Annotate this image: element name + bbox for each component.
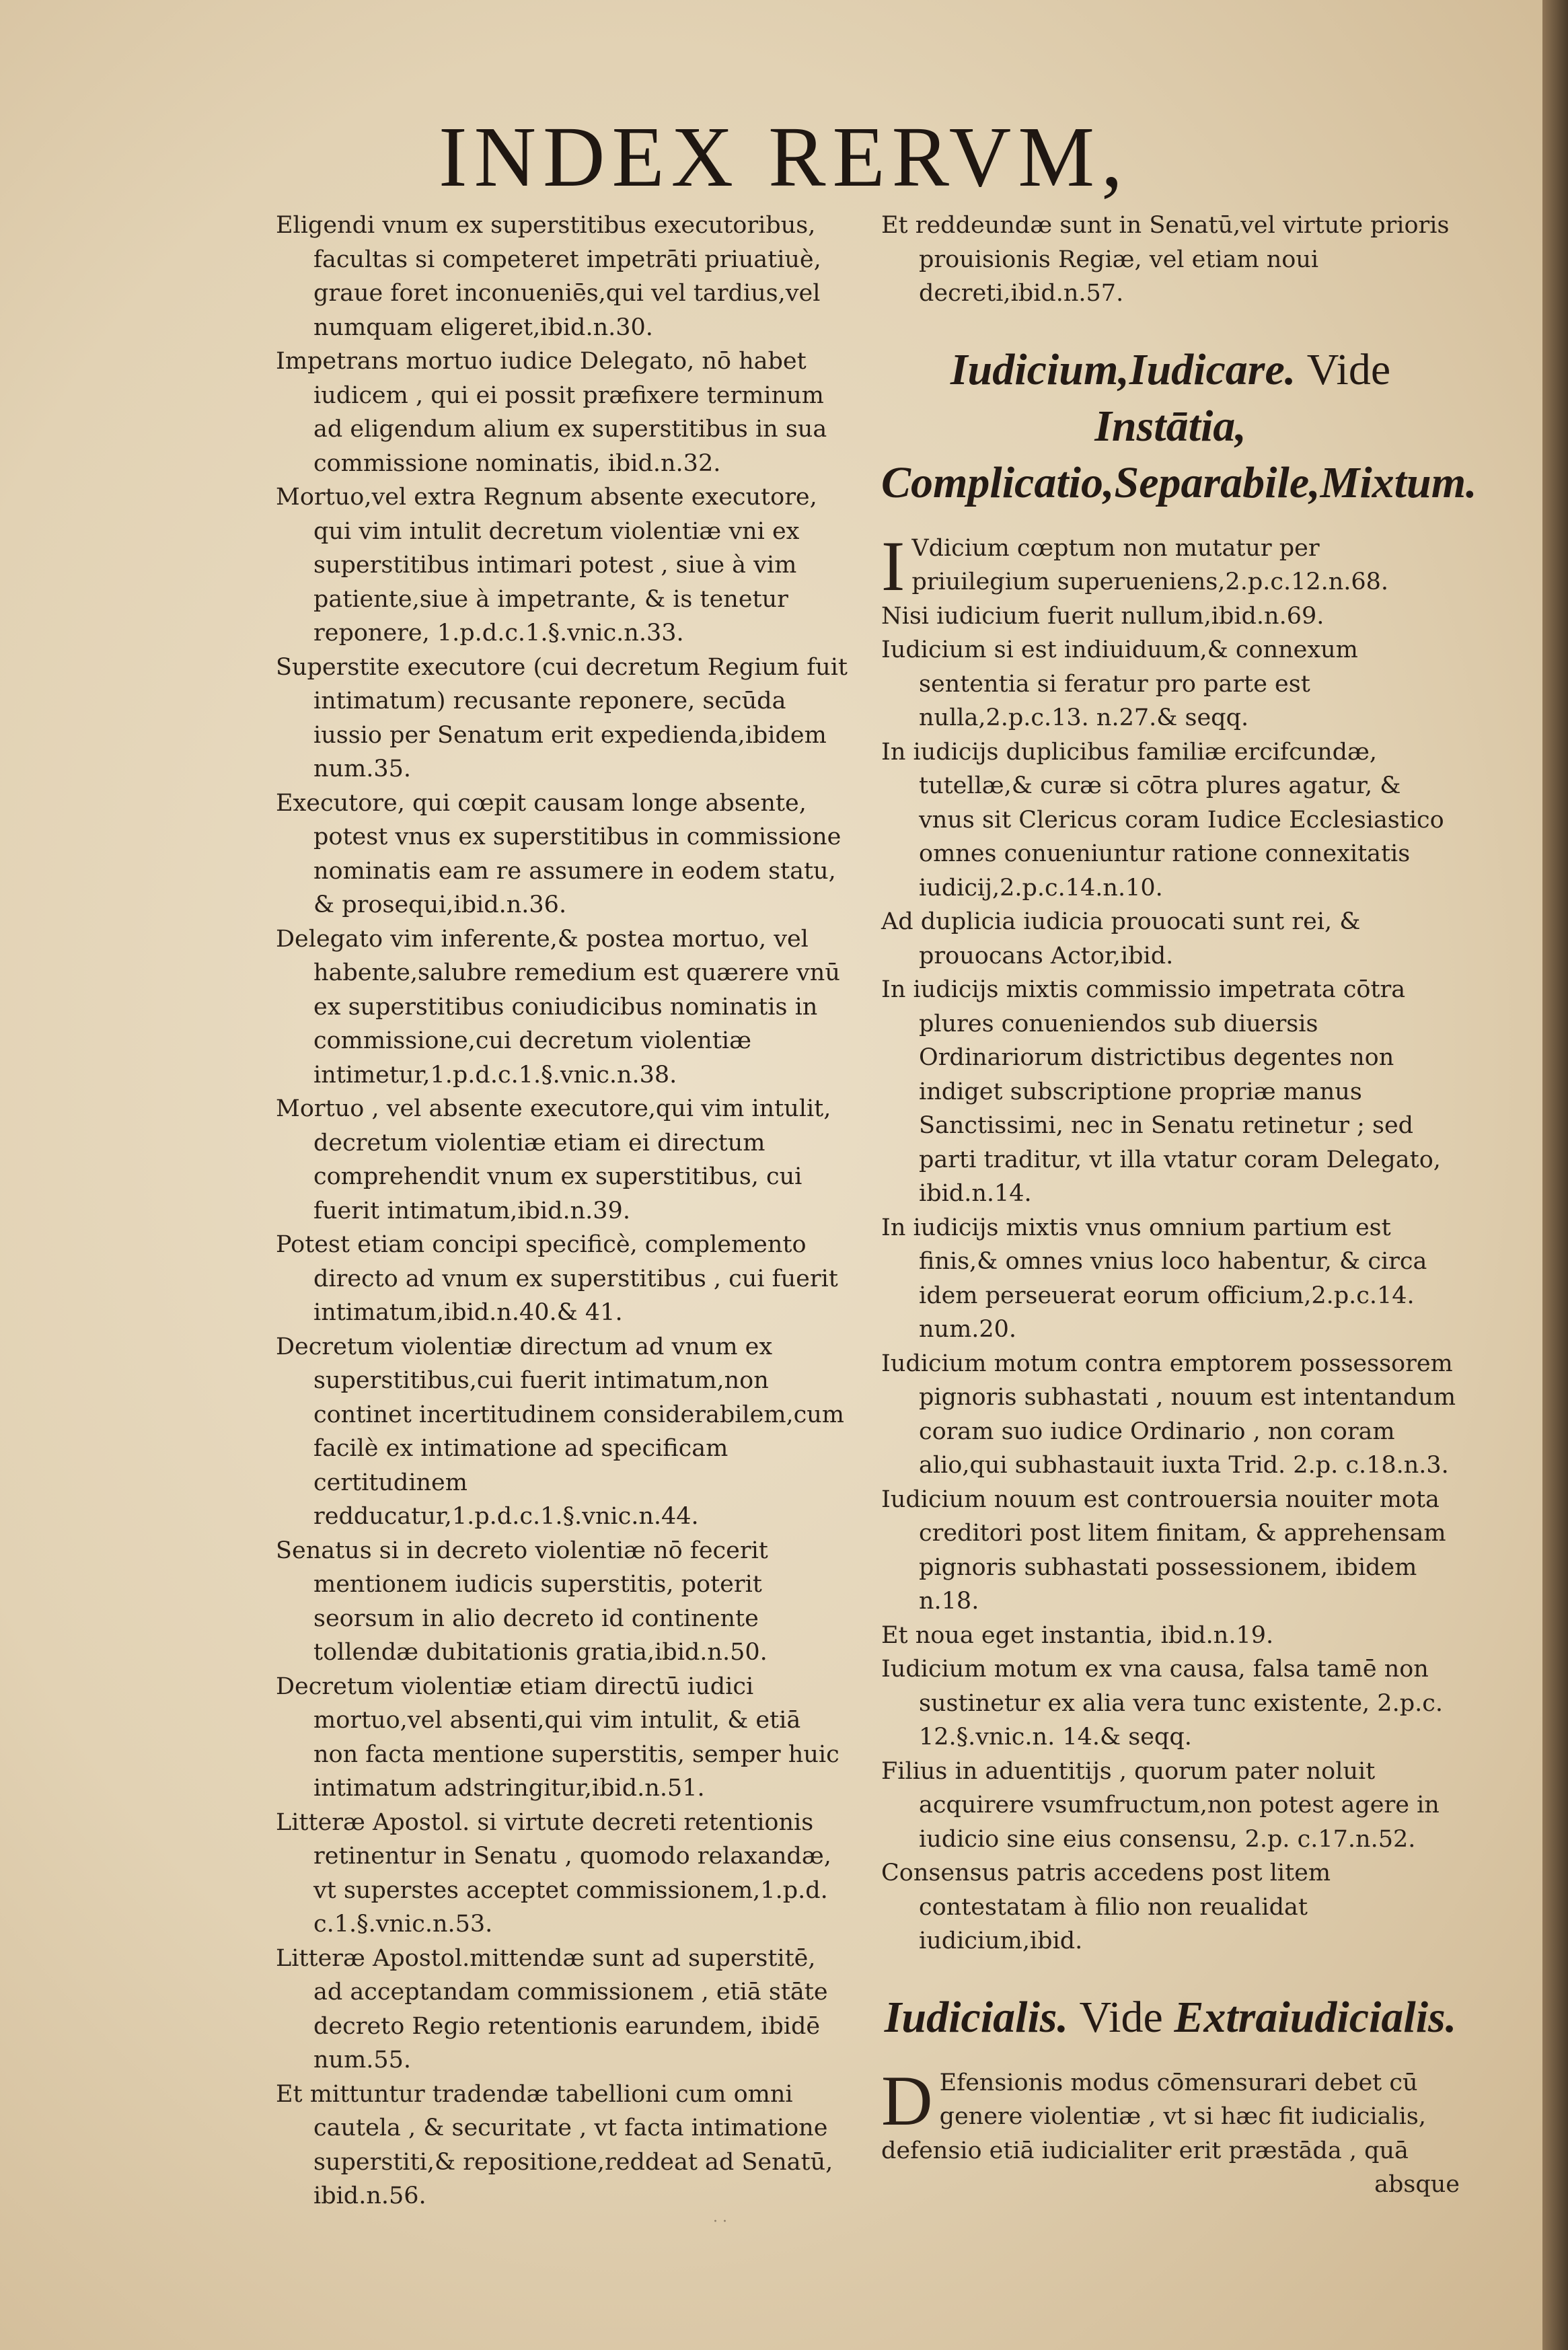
page-edge-shadow	[1542, 0, 1568, 2350]
entry-text: Efensionis modus cōmensurari debet cū genere violentiæ , vt si hæc fit iudicialis, defensio etiā iudicialiter erit præstāda , quā	[881, 2069, 1426, 2164]
index-entry: Mortuo,vel extra Regnum absente executore, qui vim intulit decretum violentiæ vni ex superstitibus intimari potest , siue à vim patiente,siue à impetrante, & is tenetur reponere, 1.p.d.c.1.§.vnic.n.33.	[276, 484, 817, 647]
index-entry: Eligendi vnum ex superstitibus executoribus, facultas si competeret impetrāti priuatiuè, graue foret inconueniēs,qui vel tardius,vel numquam eligeret,ibid.n.30.	[276, 212, 821, 341]
index-entry: Iudicium motum contra emptorem possessorem pignoris subhastati , nouum est intentandum coram suo iudice Ordinario , non coram alio,qui subhastauit iuxta Trid. 2.p. c.18.n.3.	[881, 1350, 1456, 1479]
drop-cap-letter: D	[881, 2061, 933, 2140]
index-entry: Et noua eget instantia, ibid.n.19.	[881, 1621, 1274, 1649]
index-entry-dropcap	[881, 2061, 1460, 2168]
index-entry: Nisi iudicium fuerit nullum,ibid.n.69.	[881, 602, 1324, 630]
drop-cap-letter: I	[881, 526, 905, 605]
index-entry-dropcap	[881, 526, 1460, 605]
index-entry: Iudicium motum ex vna causa, falsa tamē non sustinetur ex alia vera tunc existente, 2.p.c. 12.§.vnic.n. 14.& seqq.	[881, 1656, 1443, 1751]
index-entry: Impetrans mortuo iudice Delegato, nō habet iudicem , qui ei possit præfixere terminum ad eligendum alium ex superstitibus in sua commissione nominatis, ibid.n.32.	[276, 348, 827, 477]
heading-refs: Extraiudicialis.	[1174, 1992, 1457, 2042]
signature-mark: · ·	[713, 2213, 727, 2230]
section-heading-iudicium	[881, 342, 1477, 511]
index-entry: Mortuo , vel absente executore,qui vim intulit, decretum violentiæ etiam ei directum comprehendit vnum ex superstitibus, cui fuerit intimatum,ibid.n.39.	[276, 1095, 831, 1224]
left-column	[276, 209, 848, 2213]
index-entry: Filius in aduentitijs , quorum pater noluit acquirere vsumfructum,non potest agere in iudicio sine eius consensu, 2.p. c.17.n.52.	[881, 1757, 1440, 1853]
heading-vide: Vide	[1306, 344, 1391, 394]
right-column	[881, 209, 1477, 2201]
index-entry: Delegato vim inferente,& postea mortuo, vel habente,salubre remedium est quærere vnū ex superstitibus coniudicibus nominatis in commissione,cui decretum violentiæ intimetur,1.p.d.c.1.§.vnic.n.38.	[276, 925, 840, 1089]
index-entry: Decretum violentiæ etiam directū iudici mortuo,vel absenti,qui vim intulit, & etiā non facta mentione superstitis, semper huic intimatum adstringitur,ibid.n.51.	[276, 1673, 839, 1802]
index-entry: Litteræ Apostol. si virtute decreti retentionis retinentur in Senatu , quomodo relaxandæ, vt superstes acceptet commissionem,1.p.d. c.1.§.vnic.n.53.	[276, 1808, 831, 1938]
heading-vide: Vide	[1079, 1992, 1163, 2042]
index-entry: Et mittuntur tradendæ tabellioni cum omni cautela , & securitate , vt facta intimatione superstiti,& repositione,reddeat ad Senatū, ibid.n.56.	[276, 2080, 833, 2209]
catchword: absque	[1374, 2171, 1460, 2198]
index-entry: In iudicijs mixtis commissio impetrata cōtra plures conueniendos sub diuersis Ordinariorum districtibus degentes non indiget subscriptione propriæ manus Sanctissimi, nec in Senatu retinetur ; sed parti traditur, vt illa vtatur coram Delegato, ibid.n.14.	[881, 976, 1441, 1207]
heading-refs: Instātia, Complicatio,Separabile,Mixtum.	[881, 401, 1477, 507]
index-entry: Superstite executore (cui decretum Regium fuit intimatum) recusante reponere, secūda iussio per Senatum erit expedienda,ibidem num.35.	[276, 653, 848, 782]
index-entry: Litteræ Apostol.mittendæ sunt ad superstitē, ad acceptandam commissionem , etiā stāte decreto Regio retentionis earundem, ibidē num.55.	[276, 1944, 828, 2073]
index-entry: In iudicijs mixtis vnus omnium partium est finis,& omnes vnius loco habentur, & circa idem perseuerat eorum officium,2.p.c.14. num.20.	[881, 1214, 1427, 1343]
index-entry: Ad duplicia iudicia prouocati sunt rei, & prouocans Actor,ibid.	[881, 908, 1361, 969]
index-entry: Iudicium nouum est controuersia nouiter mota creditori post litem finitam, & apprehensam pignoris subhastati possessionem, ibidem n.18.	[881, 1485, 1446, 1615]
section-heading-iudicialis	[881, 1989, 1460, 2046]
index-entry: Et reddeundæ sunt in Senatū,vel virtute prioris prouisionis Regiæ, vel etiam noui decreti,ibid.n.57.	[881, 212, 1450, 307]
index-entry: Decretum violentiæ directum ad vnum ex superstitibus,cui fuerit intimatum,non continet incertitudinem considerabilem,cum facilè ex intimatione ad specificam certitudinem redducatur,1.p.d.c.1.§.vnic.n.44.	[276, 1333, 844, 1530]
heading-term: Iudicialis.	[884, 1992, 1068, 2042]
index-entry: Iudicium si est indiuiduum,& connexum sententia si feratur pro parte est nulla,2.p.c.13. n.27.& seqq.	[881, 636, 1358, 731]
index-entry: Executore, qui cœpit causam longe absente, potest vnus ex superstitibus in commissione nominatis eam re assumere in eodem statu, & prosequi,ibid.n.36.	[276, 789, 842, 918]
page-header-title: INDEX RERVM,	[438, 109, 1130, 205]
heading-term: Iudicium,Iudicare.	[950, 344, 1296, 394]
index-entry: Potest etiam concipi specificè, complemento directo ad vnum ex superstitibus , cui fuerit intimatum,ibid.n.40.& 41.	[276, 1231, 838, 1326]
index-entry: Consensus patris accedens post litem contestatam à filio non reualidat iudicium,ibid.	[881, 1860, 1331, 1954]
index-entry: Senatus si in decreto violentiæ nō fecerit mentionem iudicis superstitis, poterit seorsum in alio decreto id continente tollendæ dubitationis gratia,ibid.n.50.	[276, 1537, 768, 1666]
index-entry: In iudicijs duplicibus familiæ ercifcundæ, tutellæ,& curæ si cōtra plures agatur, & vnus sit Clericus coram Iudice Ecclesiastico omnes conueniuntur ratione connexitatis iudicij,2.p.c.14.n.10.	[881, 738, 1444, 902]
entry-text: Vdicium cœptum non mutatur per priuilegium superueniens,2.p.c.12.n.68.	[911, 534, 1389, 595]
